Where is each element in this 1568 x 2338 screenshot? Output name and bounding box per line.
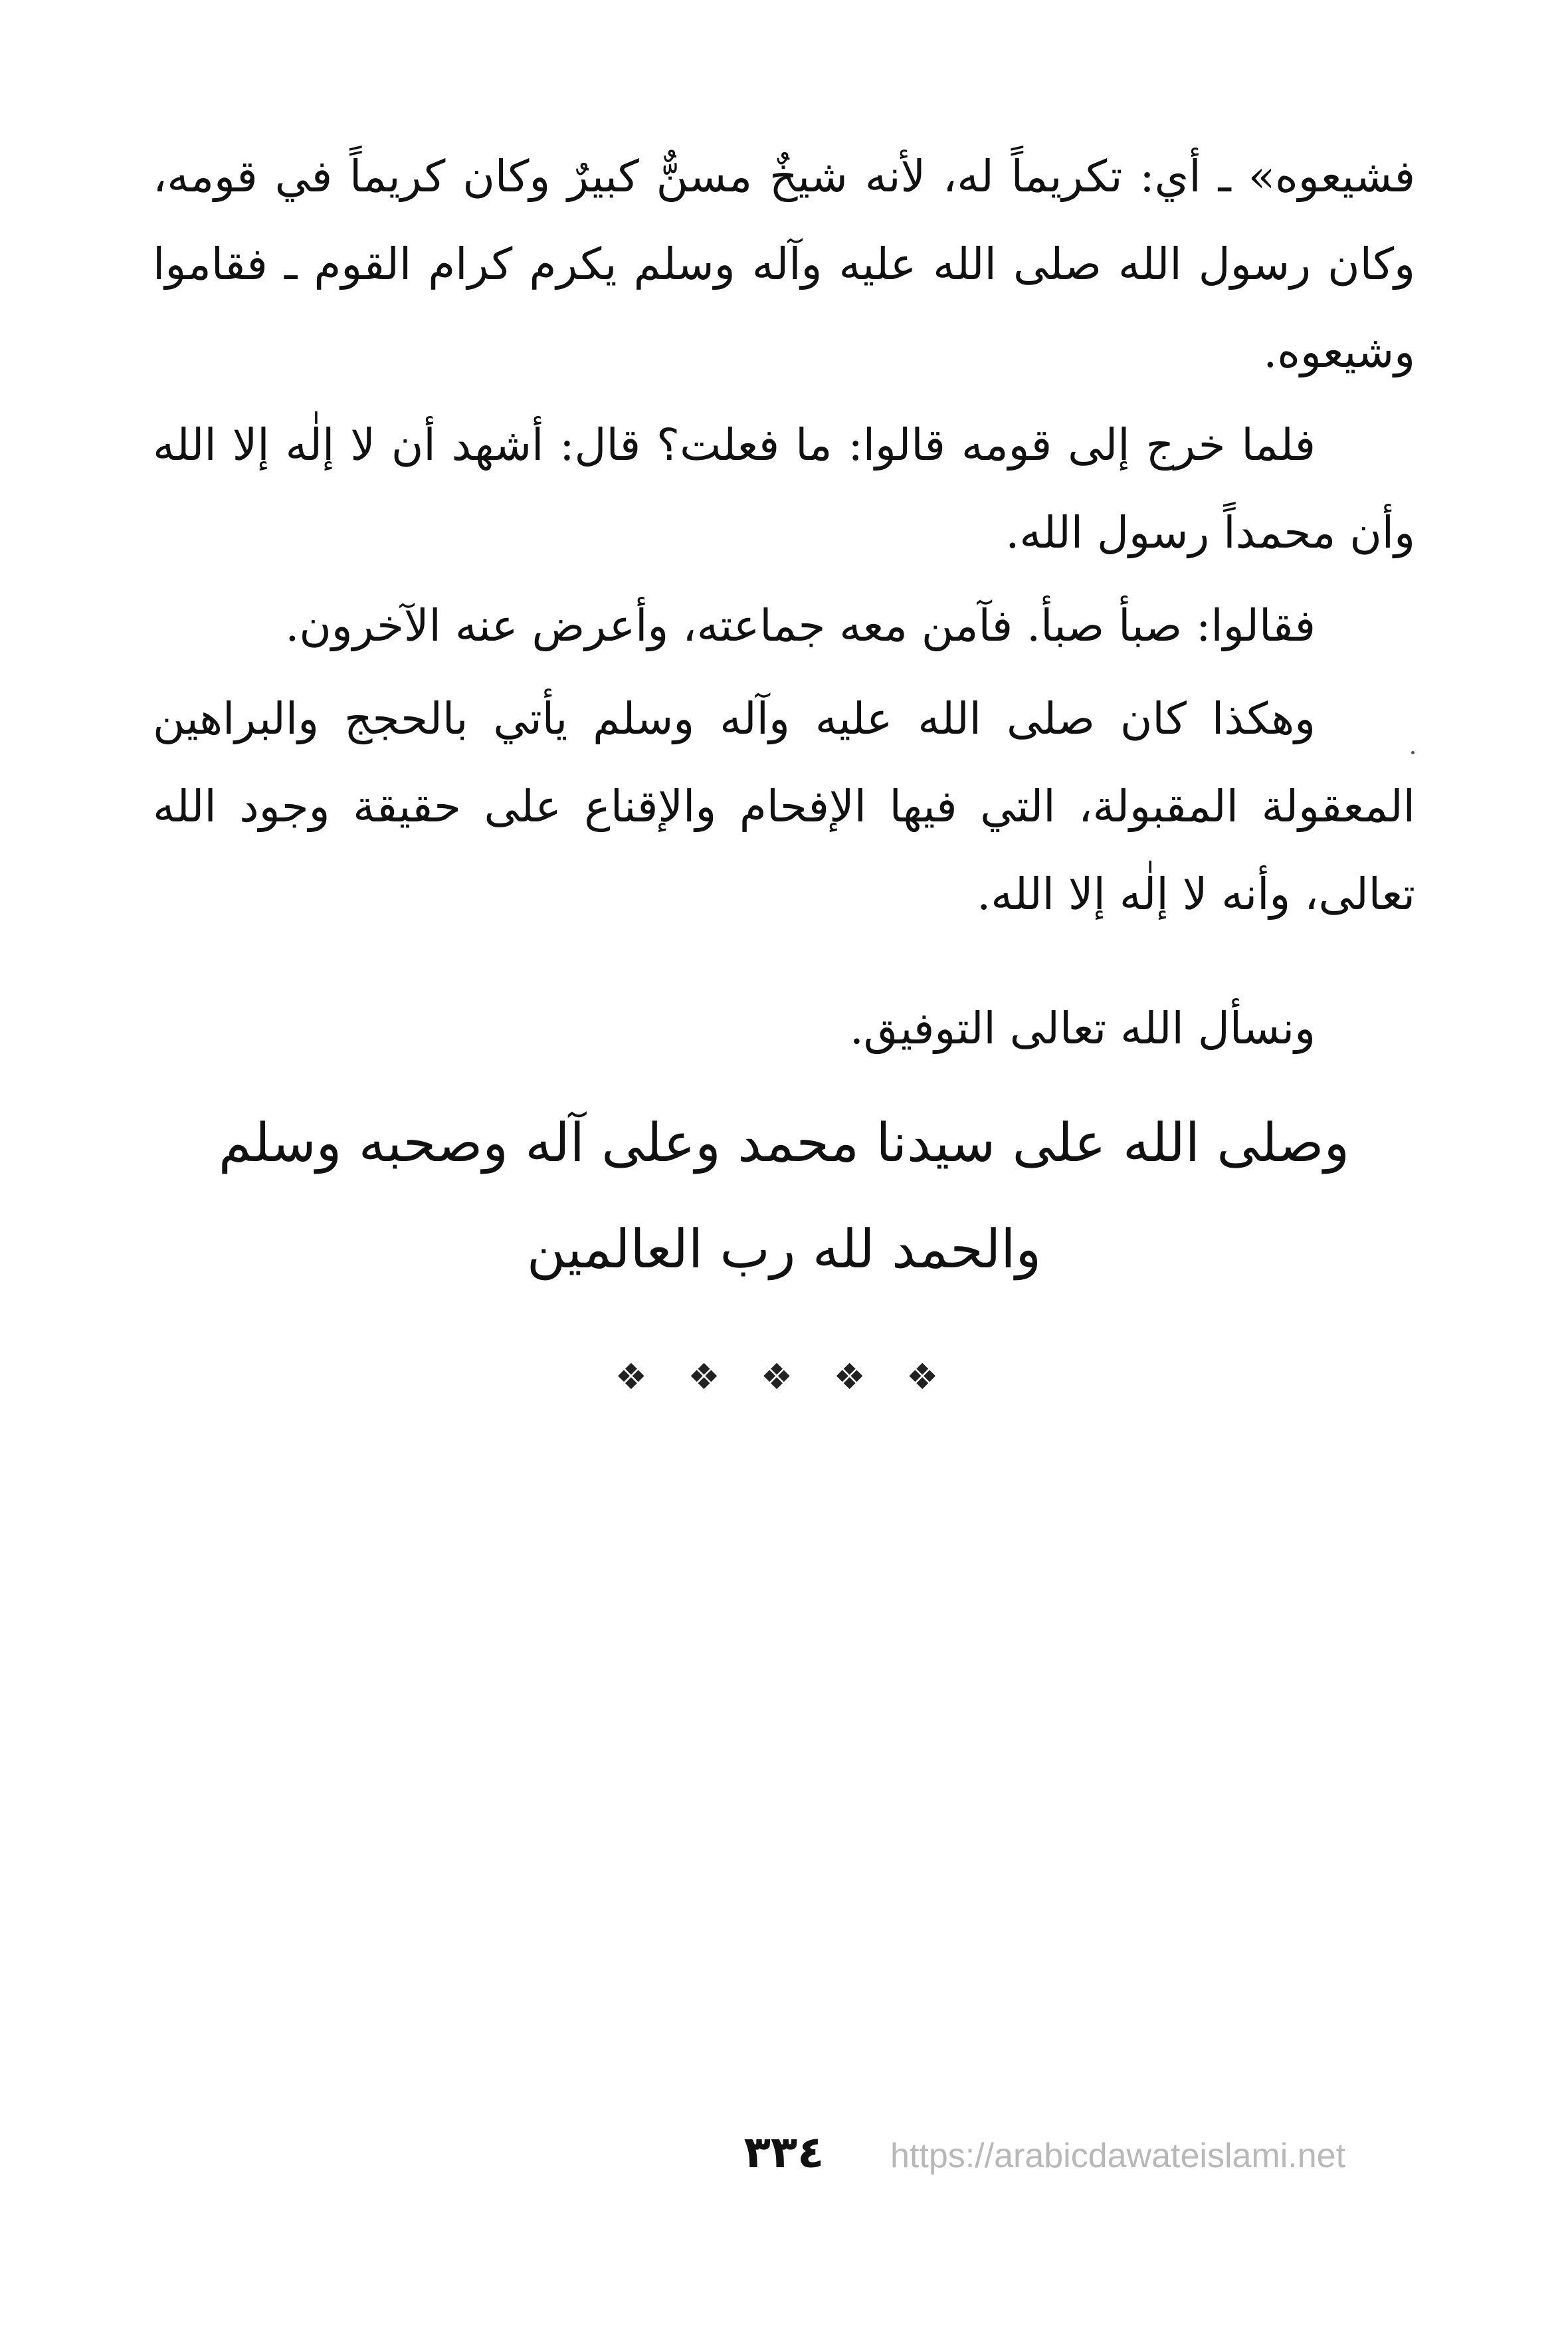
body-text	[153, 133, 1415, 1078]
paragraph-testimony: فلما خرج إلى قومه قالوا: ما فعلت؟ قال: أشهد أن لا إلٰه إلا الله وأن محمداً رسول الله.	[153, 419, 1415, 558]
blessing-line-1: وصلى الله على سيدنا محمد وعلى آله وصحبه وسلم	[218, 1112, 1350, 1174]
paragraph-people-response: فقالوا: صبأ صبأ. فآمن معه جماعته، وأعرض عنه الآخرون.	[285, 600, 1316, 651]
blessing-line-2: والحمد لله رب العالمين	[526, 1218, 1042, 1280]
ornament-divider: ❖ ❖ ❖ ❖ ❖	[615, 1356, 953, 1398]
source-watermark-url[interactable]: https://arabicdawateislami.net	[890, 2137, 1346, 2175]
page-number: ٣٣٤	[743, 2127, 825, 2178]
closing-blessing	[0, 1090, 1568, 1303]
scan-speck	[1411, 751, 1415, 754]
paragraph-closing-prayer: ونسأل الله تعالى التوفيق.	[849, 1003, 1316, 1054]
paragraph-continuation: فشيعوه» ـ أي: تكريماً له، لأنه شيخٌ مسنٌّ كبيرٌ وكان كريماً في قومه، وكان رسول الله صلى الله عليه وآله وسلم يكرم كرام القوم ـ فقاموا وشيعوه.	[153, 151, 1415, 377]
paragraph-arguments: وهكذا كان صلى الله عليه وآله وسلم يأتي بالحجج والبراهين المعقولة المقبولة، التي فيها الإفحام والإقناع على حقيقة وجود الله تعالى، وأنه لا إلٰه إلا الله.	[153, 693, 1415, 920]
